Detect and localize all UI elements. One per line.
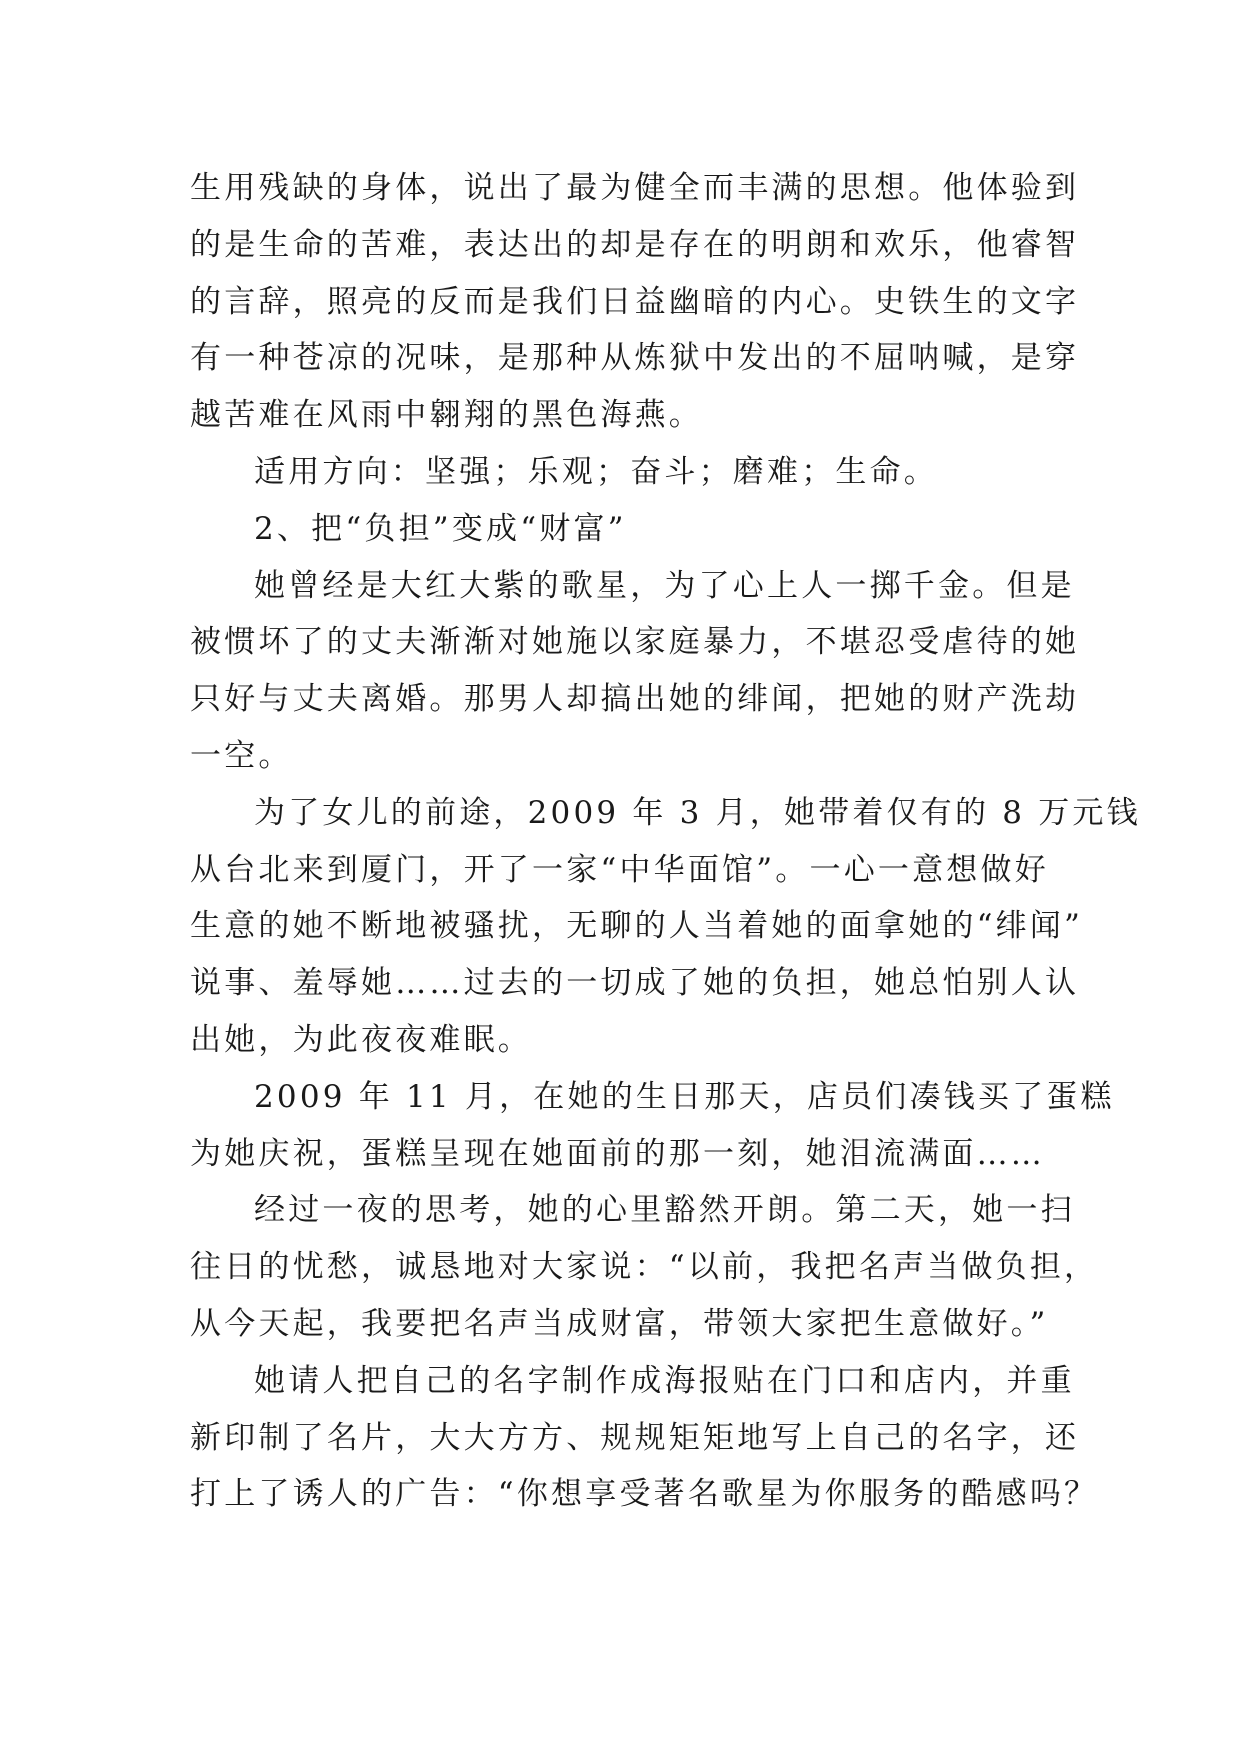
- text-line: 新印制了名片，大大方方、规规矩矩地写上自己的名字，还: [190, 1419, 1080, 1456]
- text-line: 生用残缺的身体，说出了最为健全而丰满的思想。他体验到: [190, 170, 1080, 206]
- text-line: 打上了诱人的广告：“你想享受著名歌星为你服务的酷感吗？: [190, 1476, 1099, 1513]
- text-line: 越苦难在风雨中翱翔的黑色海燕。: [190, 397, 703, 434]
- text-line: 说事、羞辱她……过去的一切成了她的负担，她总怕别人认: [190, 965, 1080, 1002]
- text-line: 一空。: [190, 737, 293, 774]
- text-line: 被惯坏了的丈夫渐渐对她施以家庭暴力，不堪忍受虐待的她: [190, 624, 1080, 661]
- paragraph-start: 经过一夜的思考，她的心里豁然开朗。第二天，她一扫: [254, 1192, 1075, 1229]
- text-line: 只好与丈夫离婚。那男人却搞出她的绯闻，把她的财产洗劫: [190, 681, 1080, 718]
- text-line: 从今天起，我要把名声当成财富，带领大家把生意做好。”: [190, 1305, 1049, 1342]
- text-line: 往日的忧愁，诚恳地对大家说：“以前，我把名声当做负担，: [190, 1249, 1099, 1286]
- text-line: 的是生命的苦难，表达出的却是存在的明朗和欢乐，他睿智: [190, 226, 1080, 263]
- section-heading: 2、把“负担”变成“财富”: [254, 510, 627, 547]
- document-body: [190, 160, 1141, 1523]
- paragraph-start: 她曾经是大红大紫的歌星，为了心上人一掷千金。但是: [254, 567, 1075, 604]
- paragraph-start: 2009 年 11 月，在她的生日那天，店员们凑钱买了蛋糕: [254, 1078, 1115, 1115]
- text-line: 有一种苍凉的况味，是那种从炼狱中发出的不屈呐喊，是穿: [190, 340, 1080, 377]
- paragraph-start: 她请人把自己的名字制作成海报贴在门口和店内，并重: [254, 1362, 1075, 1399]
- paragraph-start: 为了女儿的前途，2009 年 3 月，她带着仅有的 8 万元钱: [254, 794, 1141, 831]
- text-line: 为她庆祝，蛋糕呈现在她面前的那一刻，她泪流满面……: [190, 1135, 1045, 1172]
- text-line: 从台北来到厦门，开了一家“中华面馆”。一心一意想做好: [190, 851, 1049, 888]
- text-line: 的言辞，照亮的反而是我们日益幽暗的内心。史铁生的文字: [190, 283, 1080, 320]
- text-line: 出她，为此夜夜难眠。: [190, 1021, 532, 1058]
- applicable-directions: 适用方向：坚强；乐观；奋斗；磨难；生命。: [254, 453, 938, 490]
- text-line: 生意的她不断地被骚扰，无聊的人当着她的面拿她的“绯闻”: [190, 908, 1084, 945]
